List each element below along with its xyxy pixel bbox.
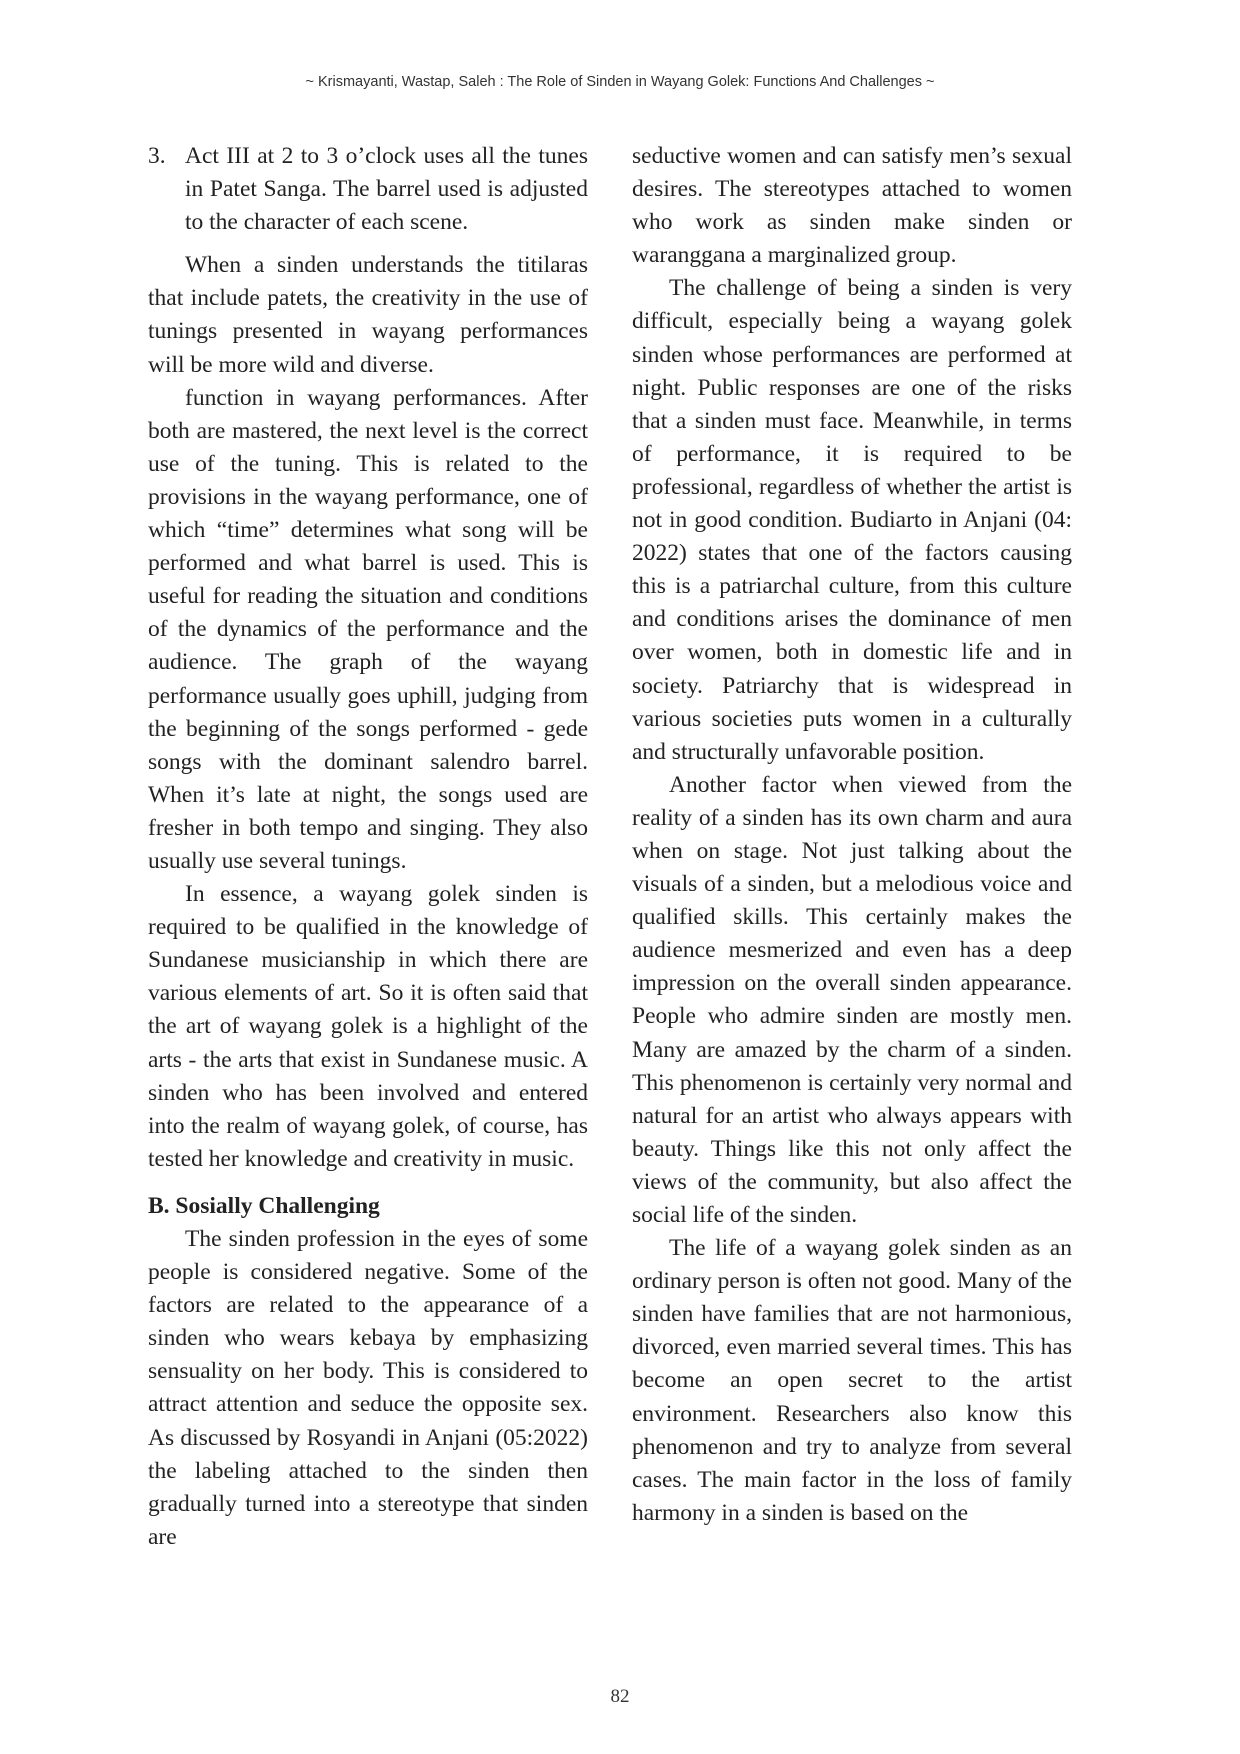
right-column [632,140,1072,1530]
section-heading: B. Sosially Challenging [148,1192,380,1219]
body-paragraph: function in wayang performances. After both are mastered, the next level is the correct use of the tuning. This is related to the provisions in the wayang performance, one of which “time” determines what song will be performed and what barrel is used. This is useful for reading the situation and conditions of the dynamics of the performance and the audience. The graph of the wayang performance usually goes uphill, judging from the beginning of the songs performed - gede songs with the dominant salendro barrel. When it’s late at night, the songs used are fresher in both tempo and singing. They also usually use several tunings. [148,384,588,874]
running-header: ~ Krismayanti, Wastap, Saleh : The Role of Sinden in Wayang Golek: Functions And Challenges ~ [305,74,935,90]
body-paragraph: The life of a wayang golek sinden as an ordinary person is often not good. Many of the sinden have families that are not harmonious, divorced, even married several times. This has become an open secret to the artist environment. Researchers also know this phenomenon and try to analyze from several cases. The main factor in the loss of family harmony in a sinden is based on the [632,1235,1072,1526]
body-paragraph: The sinden profession in the eyes of some people is considered negative. Some of the factors are related to the appearance of a sinden who wears kebaya by emphasizing sensuality on her body. This is considered to attract attention and seduce the opposite sex. As discussed by Rosyandi in Anjani (05:2022) the labeling attached to the sinden then gradually turned into a stereotype that sinden are [148,1226,588,1550]
left-column [148,140,588,1554]
list-item-text: Act III at 2 to 3 o’clock uses all the tunes in Patet Sanga. The barrel used is adjusted to the character of each scene. [185,143,588,236]
body-paragraph: Another factor when viewed from the reality of a sinden has its own charm and aura when on stage. Not just talking about the visuals of a sinden, but a melodious voice and qualified skills. This certainly makes the audience mesmerized and even has a deep impression on the overall sinden appearance. People who admire sinden are mostly men. Many are amazed by the charm of a sinden. This phenomenon is certainly very normal and natural for an artist who always appears with beauty. Things like this not only affect the views of the community, but also affect the social life of the sinden. [632,771,1072,1228]
body-paragraph: The challenge of being a sinden is very difficult, especially being a wayang golek sinden whose performances are performed at night. Public responses are one of the risks that a sinden must face. Meanwhile, in terms of performance, it is required to be professional, regardless of whether the artist is not in good condition. Budiarto in Anjani (04: 2022) states that one of the factors causing this is a patriarchal culture, from this culture and conditions arises the dominance of men over women, both in domestic life and in society. Patriarchy that is widespread in various societies puts women in a culturally and structurally unfavorable position. [632,275,1072,765]
body-paragraph: In essence, a wayang golek sinden is required to be qualified in the knowledge of Sundanese musicianship in which there are various elements of art. So it is often said that the art of wayang golek is a highlight of the arts - the arts that exist in Sundanese music. A sinden who has been involved and entered into the realm of wayang golek, of course, has tested her knowledge and creativity in music. [148,881,588,1172]
list-item-number: 3. [148,143,166,169]
continuation-paragraph: seductive women and can satisfy men’s sexual desires. The stereotypes attached to women who work as sinden make sinden or waranggana a marginalized group. [632,143,1072,269]
page-number: 82 [610,1686,630,1707]
body-paragraph: When a sinden understands the titilaras that include patets, the creativity in the use of tunings presented in wayang performances will be more wild and diverse. [148,252,588,378]
list-item [148,140,588,239]
